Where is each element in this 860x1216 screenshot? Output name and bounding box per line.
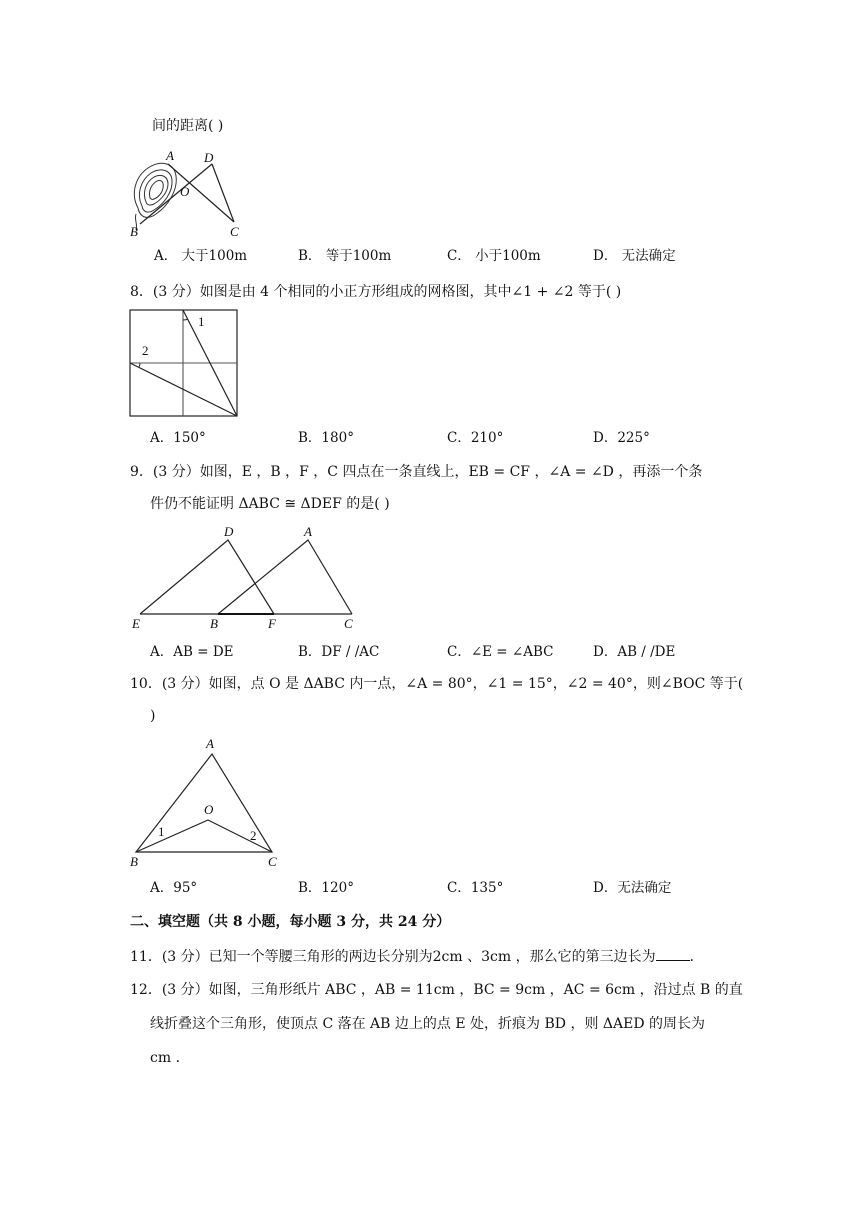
q8-option-a[interactable]: A．150°	[150, 430, 206, 446]
label-B: B	[210, 616, 218, 631]
label-A: A	[166, 148, 174, 163]
q9-stem-line1: 9．(3 分）如图，E ，B ，F ，C 四点在一条直线上，EB = CF ，∠A = ∠D ，再添一个条	[130, 464, 703, 480]
q10-stem-line1: 10．(3 分）如图，点 O 是 ΔABC 内一点，∠A = 80°，∠1 = 15°，∠2 = 40°，则∠BOC 等于(	[130, 676, 744, 692]
q12-line3: cm ．	[150, 1050, 190, 1066]
section-heading: 二、填空题（共 8 小题，每小题 3 分，共 24 分）	[130, 914, 451, 930]
triangle-ABC	[218, 540, 352, 614]
label-O: O	[204, 802, 214, 817]
q9-option-d[interactable]: D．AB / /DE	[593, 644, 676, 660]
q12-line2: 线折叠这个三角形，使顶点 C 落在 AB 边上的点 E 处，折痕为 BD ，则 ΔAED 的周长为	[150, 1016, 706, 1032]
label-1: 1	[198, 314, 205, 329]
q12-line1: 12．(3 分）如图，三角形纸片 ABC ，AB = 11cm ，BC = 9cm ，AC = 6cm ，沿过点 B 的直	[130, 982, 743, 998]
segment-DC	[212, 164, 234, 222]
q8-figure	[128, 308, 240, 418]
q9-stem-line2: 件仍不能证明 ΔABC ≅ ΔDEF 的是( )	[150, 496, 390, 512]
label-B: B	[130, 854, 138, 868]
q11-answer-blank[interactable]	[656, 946, 690, 961]
q11-stem-text: 11．(3 分）已知一个等腰三角形的两边长分别为2cm 、3cm ，那么它的第三边长为	[130, 949, 656, 965]
q10-figure	[126, 734, 286, 868]
q10-stem-line2: )	[150, 708, 156, 724]
label-1: 1	[158, 824, 165, 839]
label-A: A	[304, 524, 312, 539]
q7-option-b[interactable]: B． 等于100m	[298, 248, 392, 264]
label-C: C	[230, 224, 239, 239]
q11-stem-tail: ．	[689, 949, 704, 965]
q9-option-c[interactable]: C．∠E = ∠ABC	[447, 644, 554, 660]
q11-stem	[130, 946, 704, 967]
triangle-DEF	[140, 540, 274, 614]
q8-option-b[interactable]: B．180°	[298, 430, 354, 446]
q10-option-d[interactable]: D．无法确定	[593, 880, 672, 896]
q9-figure	[128, 522, 360, 632]
label-A: A	[206, 736, 214, 751]
q8-option-d[interactable]: D．225°	[593, 430, 650, 446]
q10-option-b[interactable]: B．120°	[298, 880, 354, 896]
angle-1-arc	[183, 319, 188, 320]
label-2: 2	[142, 343, 149, 358]
label-2: 2	[250, 828, 257, 843]
angle-2-arc	[139, 363, 140, 367]
label-C: C	[344, 616, 353, 631]
pond-shape	[134, 163, 176, 230]
q7-stem-tail: 间的距离( )	[152, 118, 224, 134]
q7-figure	[126, 148, 256, 240]
q8-option-c[interactable]: C．210°	[447, 430, 504, 446]
label-F: F	[268, 616, 276, 631]
q10-option-c[interactable]: C．135°	[447, 880, 504, 896]
label-C: C	[268, 854, 277, 868]
q10-option-a[interactable]: A．95°	[150, 880, 198, 896]
label-D: D	[204, 150, 214, 165]
q7-option-c[interactable]: C． 小于100m	[447, 248, 541, 264]
q9-option-a[interactable]: A．AB = DE	[150, 644, 234, 660]
label-E: E	[132, 616, 140, 631]
q7-option-d[interactable]: D． 无法确定	[593, 248, 676, 264]
q9-option-b[interactable]: B．DF / /AC	[298, 644, 380, 660]
label-O: O	[180, 184, 190, 199]
q8-stem: 8．(3 分）如图是由 4 个相同的小正方形组成的网格图，其中∠1 + ∠2 等于( )	[130, 284, 622, 300]
label-B: B	[130, 224, 138, 239]
q7-option-a[interactable]: A． 大于100m	[154, 248, 248, 264]
label-D: D	[224, 524, 234, 539]
